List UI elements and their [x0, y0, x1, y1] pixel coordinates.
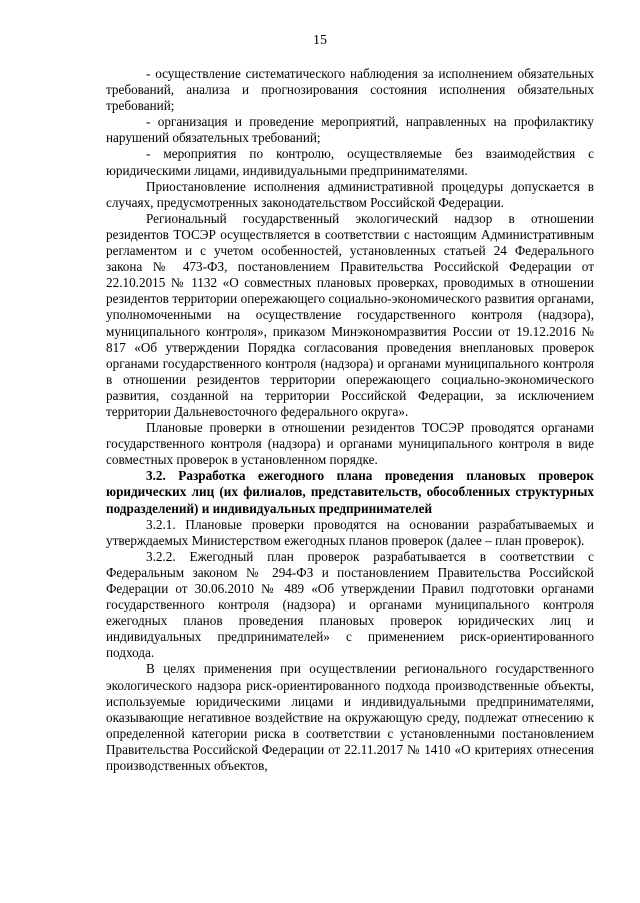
page-number: 15	[313, 33, 327, 48]
paragraph-bullet-monitoring: - осуществление систематического наблюдения за исполнением обязательных требований, анализа и прогнозирования состояния исполнения обязательных требований;	[106, 66, 594, 114]
paragraph-3-2-2: 3.2.2. Ежегодный план проверок разрабатывается в соответствии с Федеральным законом № 294-ФЗ и постановлением Правительства Российской Федерации от 30.06.2010 № 489 «Об утверждении Правил подготовки органами государственного контроля (надзора) и органами муниципального контроля ежегодных планов проведения плановых проверок юридических лиц и индивидуальных предпринимателей» с применением риск-ориентированного подхода.	[106, 548, 594, 661]
paragraph-3-2-1: 3.2.1. Плановые проверки проводятся на основании разрабатываемых и утверждаемых Министерством ежегодных планов проверок (далее – план проверок).	[106, 516, 594, 548]
paragraph-risk-approach: В целях применения при осуществлении регионального государственного экологического надзора риск-ориентированного подхода производственные объекты, используемые юридическими лицами и индивидуальными предпринимателями, оказывающие негативное воздействие на окружающую среду, подлежат отнесению к определенной категории риска в соответствии с установленными постановлением Правительства Российской Федерации от 22.11.2017 № 1410 «О критериях отнесения производственных объектов,	[106, 661, 594, 774]
paragraph-regional-supervision: Региональный государственный экологический надзор в отношении резидентов ТОСЭР осуществляется в соответствии с настоящим Административным регламентом и с учетом особенностей, установленных статьей 24 Федерального закона № 473-ФЗ, постановлением Правительства Российской Федерации от 22.10.2015 № 1132 «О совместных плановых проверках, проводимых в отношении резидентов территории опережающего социально-экономического развития органами, уполномоченными на осуществление государственного контроля (надзора), муниципального контроля», приказом Минэкономразвития России от 19.12.2016 № 817 «Об утверждении Порядка согласования проведения внеплановых проверок органами государственного контроля (надзора) и органами муниципального контроля в отношении резидентов территории опережающего социально-экономического развития, созданной на территории Российской Федерации, за исключением территории Дальневосточного федерального округа».	[106, 210, 594, 419]
paragraph-bullet-prevention: - организация и проведение мероприятий, направленных на профилактику нарушений обязательных требований;	[106, 114, 594, 146]
paragraph-suspension: Приостановление исполнения административной процедуры допускается в случаях, предусмотренных законодательством Российской Федерации.	[106, 178, 594, 210]
section-heading-3-2: 3.2. Разработка ежегодного плана проведения плановых проверок юридических лиц (их филиалов, представительств, обособленных структурных подразделений) и индивидуальных предпринимателей	[106, 468, 594, 516]
paragraph-bullet-control-measures: - мероприятия по контролю, осуществляемые без взаимодействия с юридическими лицами, индивидуальными предпринимателями.	[106, 146, 594, 178]
paragraph-scheduled-inspections-tosed: Плановые проверки в отношении резидентов ТОСЭР проводятся органами государственного контроля (надзора) и органами муниципального контроля в виде совместных проверок в установленном порядке.	[106, 420, 594, 468]
document-body	[106, 66, 594, 774]
